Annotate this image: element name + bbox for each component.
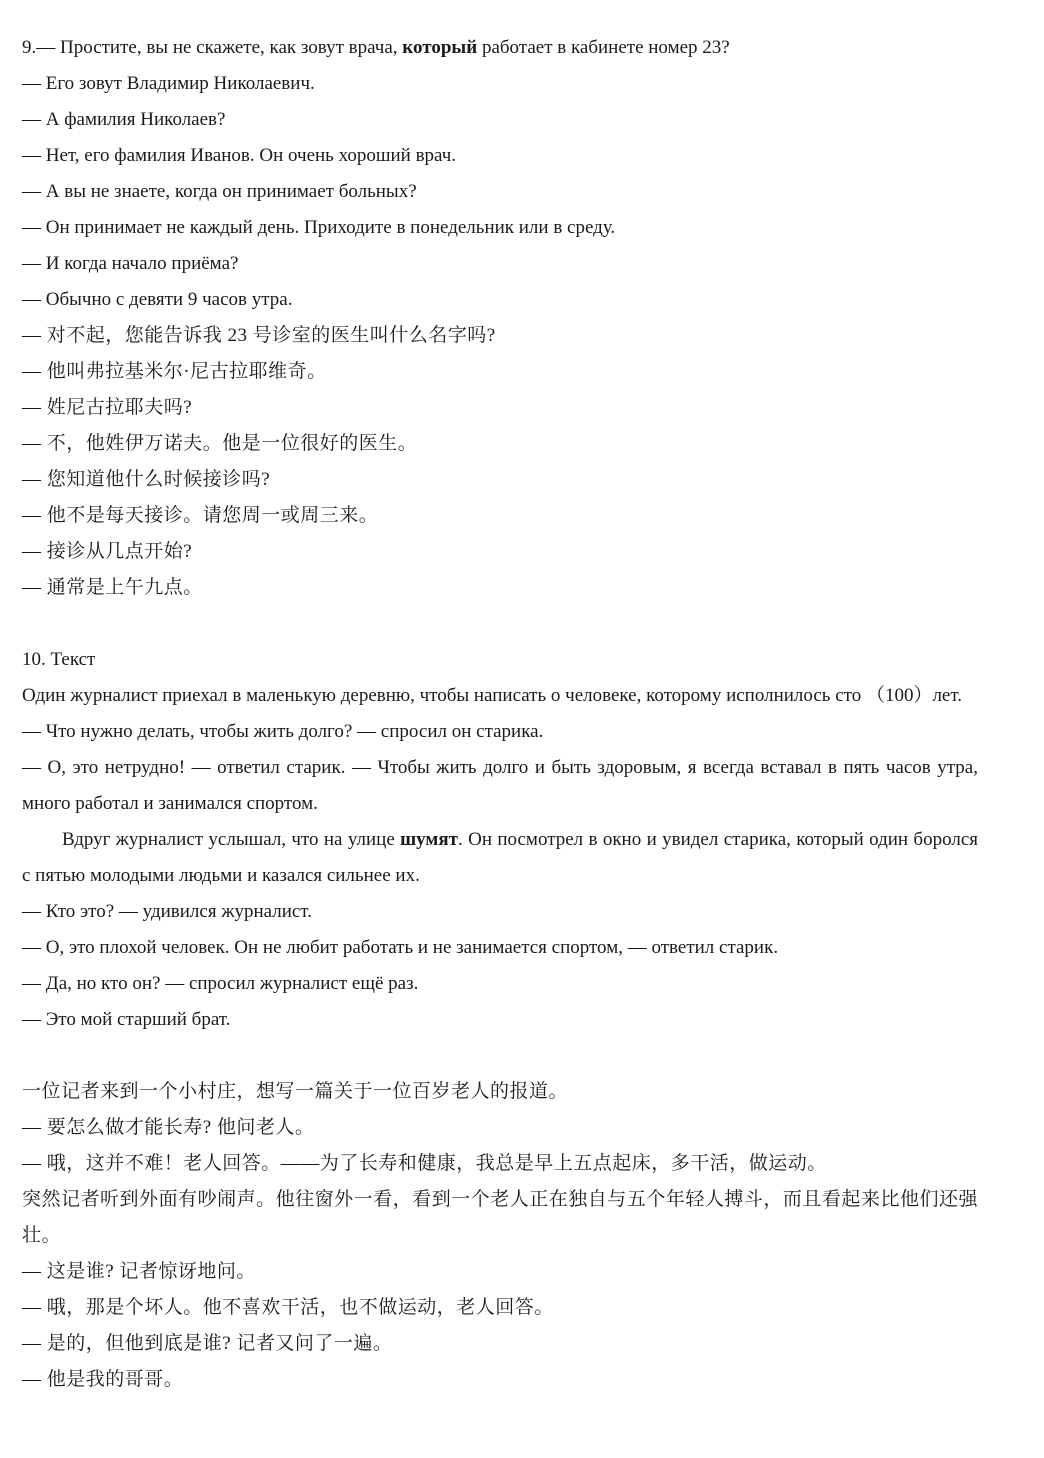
chinese-intro-line: 一位记者来到一个小村庄，想写一篇关于一位百岁老人的报道。 [22,1081,569,1102]
chinese-dialogue-line: — 哦，那是个坏人。他不喜欢干活，也不做运动，老人回答。 [22,1297,554,1318]
dialogue-line: — Это мой старший брат. [22,1009,231,1030]
bold-keyword: шумят [400,829,458,850]
narrative-paragraph: Вдруг журналист услышал, что на улице шумят. Он посмотрел в окно и увидел старика, который один боролся с пятью молодыми людьми и казался сильнее их. [22,829,978,886]
chinese-dialogue-line: — 他不是每天接诊。请您周一或周三来。 [22,505,379,526]
section-10-text [22,642,978,1398]
dialogue-paragraph: — О, это нетрудно! — ответил старик. — Чтобы жить долго и быть здоровым, я всегда вставал в пять часов утра, много работал и занимался спортом. [22,757,978,814]
chinese-dialogue-line: — 这是谁? 记者惊讶地问。 [22,1261,256,1282]
dialogue-line: — Нет, его фамилия Иванов. Он очень хороший врач. [22,145,457,166]
chinese-narrative-paragraph: 突然记者听到外面有吵闹声。他往窗外一看，看到一个老人正在独自与五个年轻人搏斗，而且看起来比他们还强壮。 [22,1189,978,1246]
section-heading: 10. Текст [22,649,96,670]
dialogue-line: — А фамилия Николаев? [22,109,226,130]
intro-paragraph: Один журналист приехал в маленькую деревню, чтобы написать о человеке, которому исполнилось сто （100）лет. [22,685,962,706]
chinese-dialogue-line: — 他叫弗拉基米尔·尼古拉耶维奇。 [22,361,327,382]
chinese-dialogue-line: — 通常是上午九点。 [22,577,203,598]
chinese-dialogue-line: — 对不起，您能告诉我 23 号诊室的医生叫什么名字吗? [22,325,496,346]
chinese-dialogue-line: — 他是我的哥哥。 [22,1369,184,1390]
document-page [22,30,978,1398]
chinese-dialogue-line: — 接诊从几点开始? [22,541,193,562]
dialogue-line: — Да, но кто он? — спросил журналист ещё раз. [22,973,419,994]
section-divider-space [22,1038,978,1074]
chinese-dialogue-line: — 是的，但他到底是谁? 记者又问了一遍。 [22,1333,393,1354]
chinese-dialogue-line: — 不，他姓伊万诺夫。他是一位很好的医生。 [22,433,418,454]
dialogue-line: — И когда начало приёма? [22,253,239,274]
chinese-dialogue-line: — 要怎么做才能长寿? 他问老人。 [22,1117,315,1138]
dialogue-line: — Он принимает не каждый день. Приходите в понедельник или в среду. [22,217,616,238]
dialogue-question-line: 9.— Простите, вы не скажете, как зовут врача, который работает в кабинете номер 23? [22,37,730,58]
dialogue-line: — Обычно с девяти 9 часов утра. [22,289,293,310]
dialogue-line: — Что нужно делать, чтобы жить долго? — спросил он старика. [22,721,544,742]
dialogue-line: — О, это плохой человек. Он не любит работать и не занимается спортом, — ответил старик. [22,937,779,958]
section-divider-space [22,606,978,642]
dialogue-line: — Кто это? — удивился журналист. [22,901,312,922]
bold-keyword: который [402,37,478,58]
section-9-dialogue [22,30,978,606]
chinese-dialogue-line: — 您知道他什么时候接诊吗? [22,469,271,490]
dialogue-line: — А вы не знаете, когда он принимает больных? [22,181,417,202]
chinese-dialogue-line: — 哦，这并不难！老人回答。——为了长寿和健康，我总是早上五点起床，多干活，做运动。 [22,1153,827,1174]
chinese-dialogue-line: — 姓尼古拉耶夫吗? [22,397,193,418]
dialogue-line: — Его зовут Владимир Николаевич. [22,73,315,94]
